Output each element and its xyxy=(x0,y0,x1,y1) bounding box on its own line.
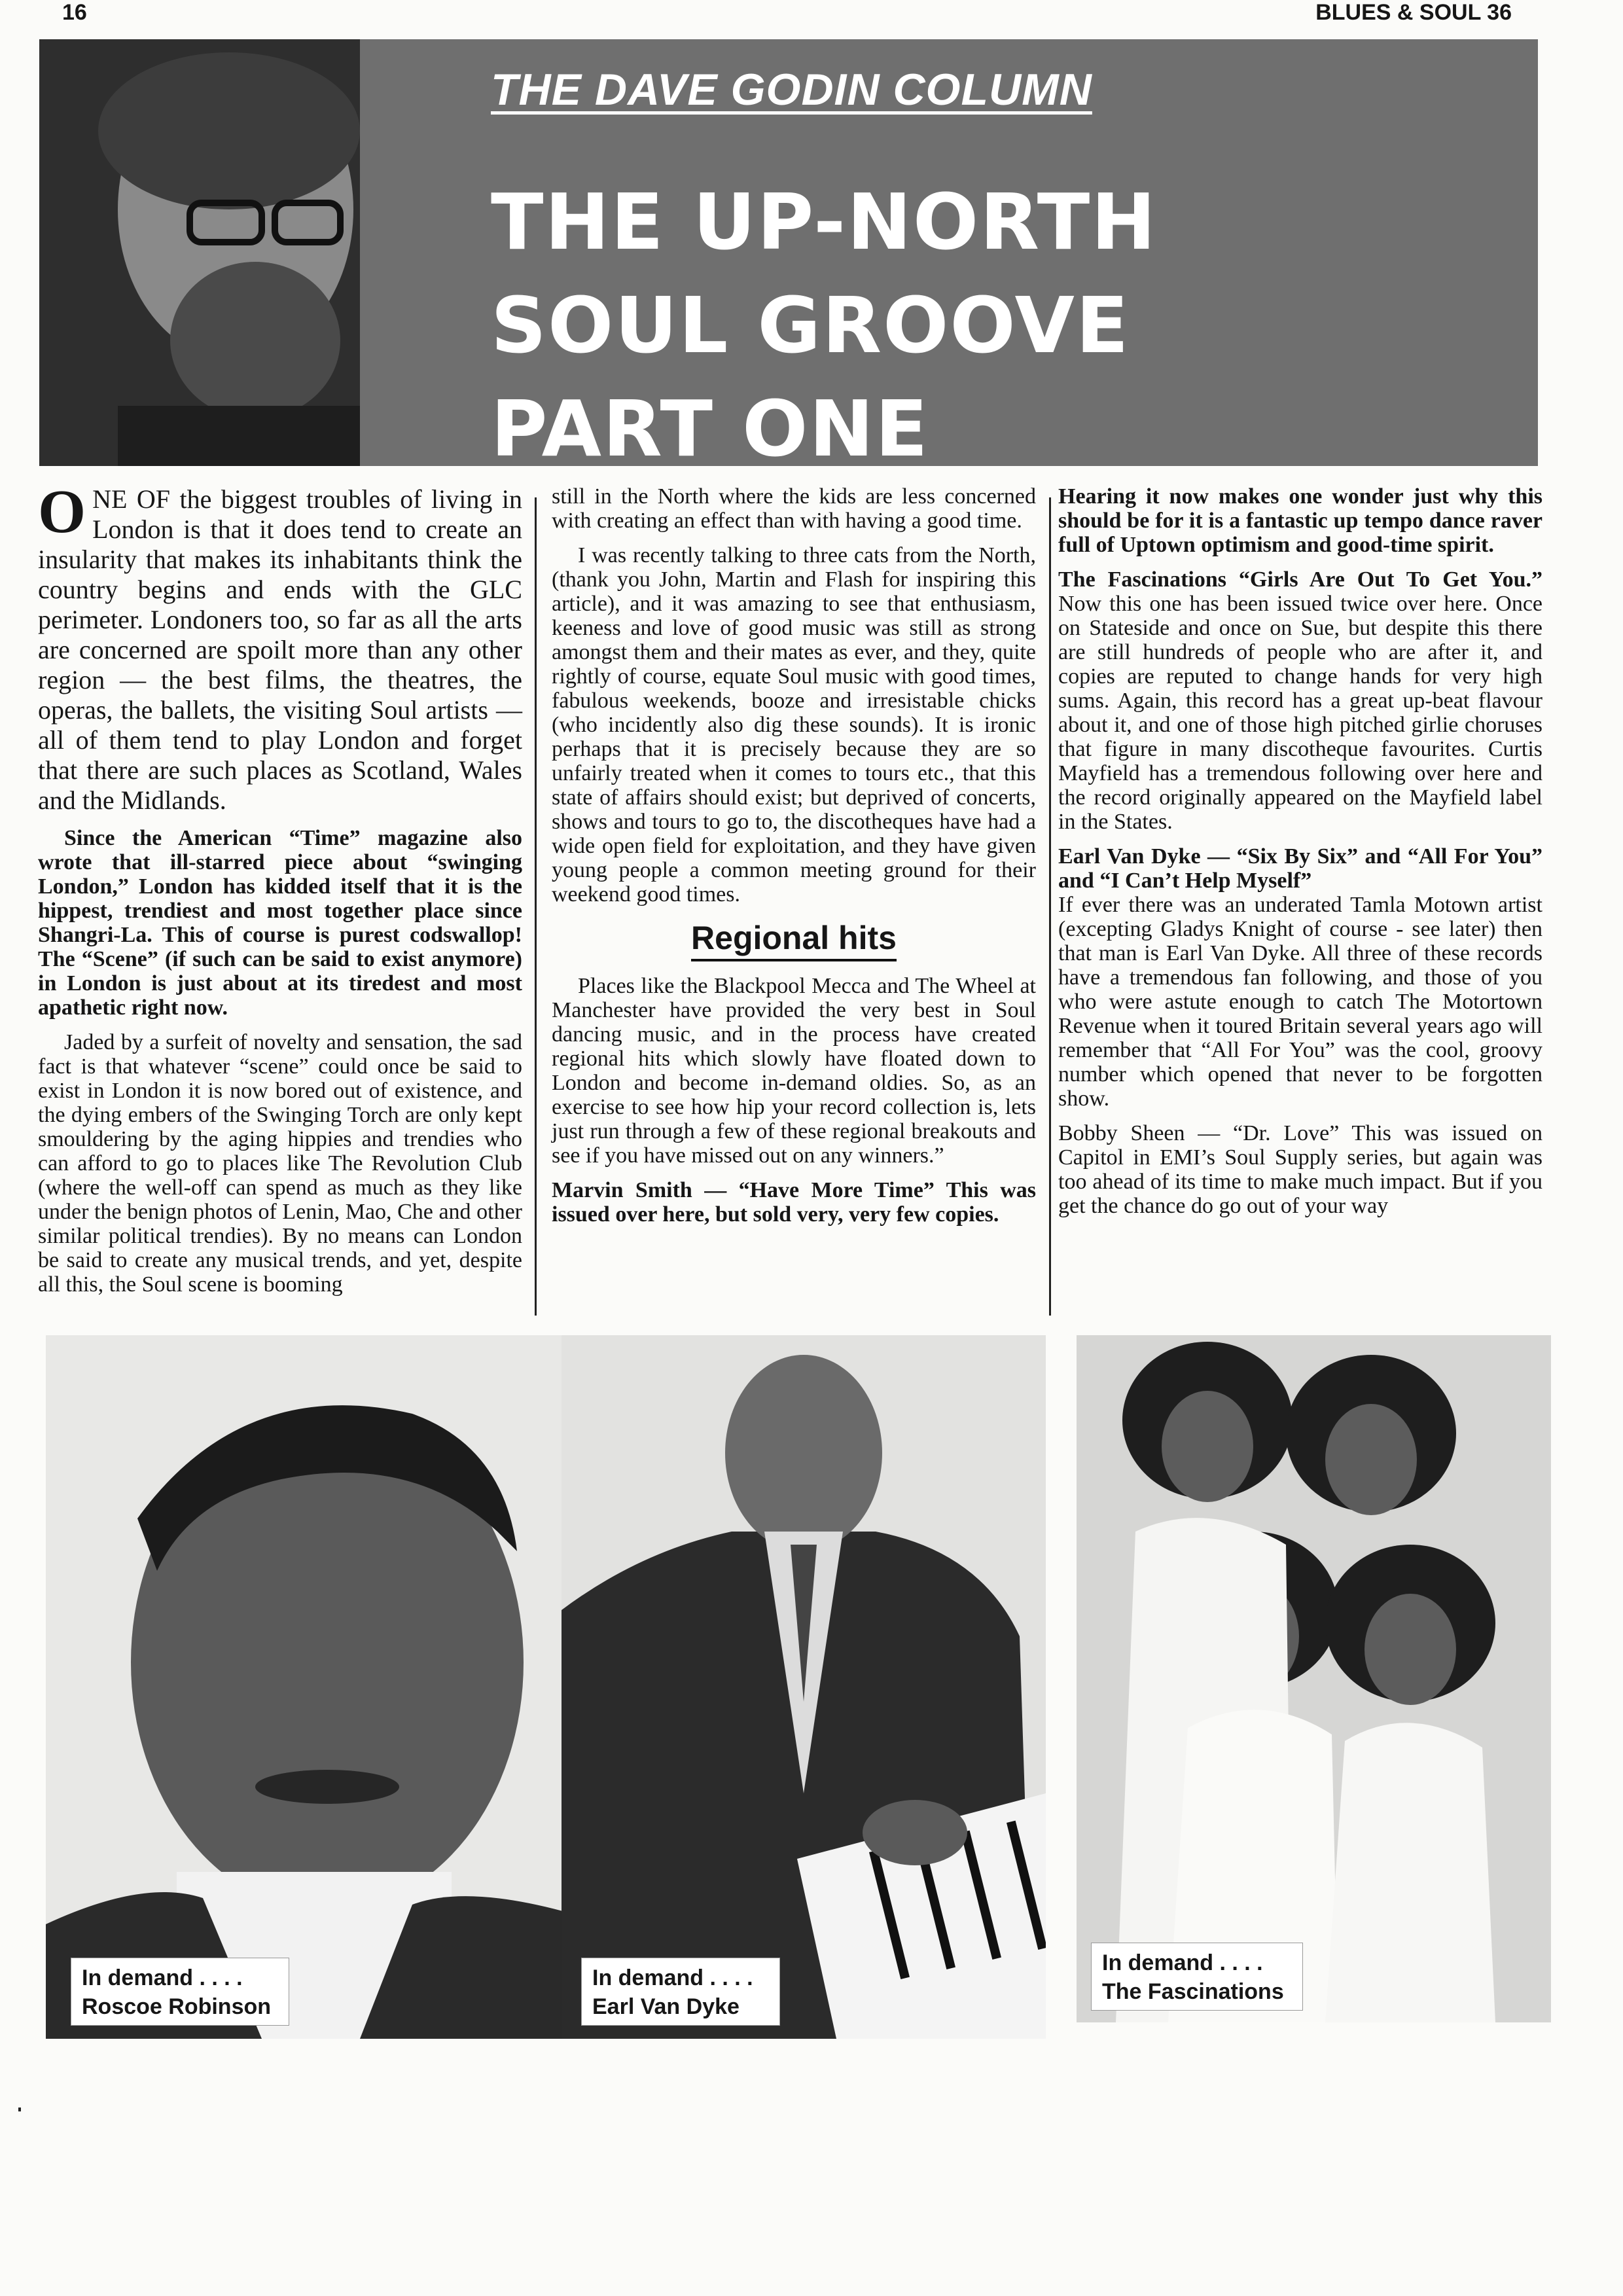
photo-caption: In demand . . . . The Fascinations xyxy=(1091,1943,1303,2011)
article-column-2 xyxy=(552,484,1036,1237)
author-portrait xyxy=(39,39,360,466)
record-title: The Fascinations “Girls Are Out To Get You.” xyxy=(1058,567,1543,592)
headline-line-3: PART ONE xyxy=(491,384,929,474)
headline-line-2: SOUL GROOVE xyxy=(491,280,1130,370)
drop-cap: O xyxy=(38,478,86,546)
headline xyxy=(491,170,1157,480)
record-entry: Bobby Sheen — “Dr. Love” This was issued on Capitol in EMI’s Soul Supply series, but again was too ahead of its time to make much impact. But if you get the chance do go out of your way xyxy=(1058,1121,1543,1218)
subheading: Regional hits xyxy=(552,926,1036,950)
record-title: Earl Van Dyke — “Six By Six” and “All For You” and “I Can’t Help Myself” xyxy=(1058,844,1543,893)
paragraph: Places like the Blackpool Mecca and The Wheel at Manchester have provided the very best in Soul dancing music, and in the process have created regional hits which slowly have floated down to London and become in-demand oldies. So, as an exercise to see how hip your record collection is, lets just run through a few of these regional breakouts and see if you have missed out on any winners.” xyxy=(552,974,1036,1168)
article-column-1 xyxy=(38,478,522,1307)
record-entry xyxy=(1058,844,1543,1111)
page-number: 16 xyxy=(62,0,87,25)
photo-caption: In demand . . . . Roscoe Robinson xyxy=(71,1958,289,2026)
photo-the-fascinations xyxy=(1077,1335,1551,2022)
banner-text xyxy=(452,39,1538,474)
paragraph: Since the American “Time” magazine also wrote that ill-starred piece about “swinging London,” London has kidded itself that it is the hippest, trendiest and most together place since Shangri-La. This of course is purest codswallop! The “Scene” (if such can be said to exist anymore) in London is just about at its tiredest and most apathetic right now. xyxy=(38,826,522,1020)
margin-mark xyxy=(18,2108,21,2111)
record-entry: Marvin Smith — “Have More Time” This was issued over here, but sold very, very few copies. xyxy=(552,1178,1036,1227)
paragraph: still in the North where the kids are less concerned with creating an effect than with having a good time. xyxy=(552,484,1036,533)
opening-text: NE OF the biggest troubles of living in London is that it does tend to create an insularity that makes its inhabitants think the country begins and ends with the GLC perimeter. Londoners too, so far as all the arts are concerned are spoilt more than any other region — the best films, the theatres, the operas, the ballets, the visiting Soul artists — all of them tend to play London and forget that there are such places as Scotland, Wales and the Midlands. xyxy=(38,484,522,815)
magazine-title: BLUES & SOUL 36 xyxy=(1315,0,1512,25)
opening-paragraph xyxy=(38,478,522,816)
column-name: THE DAVE GODIN COLUMN xyxy=(491,65,1092,115)
photo-caption: In demand . . . . Earl Van Dyke xyxy=(581,1958,780,2026)
column-divider xyxy=(1049,497,1051,1316)
article-column-3 xyxy=(1058,484,1543,1229)
record-text: If ever there was an underated Tamla Motown artist (excepting Gladys Knight of course - see later) then that man is Earl Van Dyke. All three of these records have a tremendous fan following, and those of you who were astute enough to catch The Motortown Revenue when it toured Britain several years ago will remember that “All For You” was the cool, groovy number which opened that never to be forgotten show. xyxy=(1058,893,1543,1111)
headline-line-1: THE UP-NORTH xyxy=(491,177,1158,267)
photo-earl-van-dyke xyxy=(562,1335,1046,2039)
record-text: Now this one has been issued twice over here. Once on Stateside and once on Sue, but despite this there are still hundreds of people who are after it, and copies are reputed to change hands for very high sums. Again, this record has a great up-beat flavour about it, and one of those high pitched girlie choruses that figure in many discotheque favourites. Curtis Mayfield has a tremendous following over here and the record originally appeared on the Mayfield label in the States. xyxy=(1058,592,1543,834)
column-banner xyxy=(39,39,1538,474)
paragraph: I was recently talking to three cats from the North, (thank you John, Martin and Flash for inspiring this article), and it was amazing to see that enthusiasm, keeness and love of good music was still as strong amongst them and their mates as ever, and they, quite rightly of course, equate Soul music with good times, fabulous weekends, booze and irresistable chicks (who incidently also dig these sounds). It is ironic perhaps that it is precisely because they are so unfairly treated when it comes to tours etc., that this state of affairs should exist; but deprived of concerts, shows and tours to go to, the discotheques have had a wide open field for exploitation, and they have given young people a common meeting ground for their weekend good times. xyxy=(552,543,1036,906)
paragraph: Jaded by a surfeit of novelty and sensation, the sad fact is that whatever “scene” could once be said to exist in London it is now bored out of existence, and the dying embers of the Swinging Torch are only kept smouldering by the aging hippies and trendies who can afford to go to places like The Revolution Club (where the well-off can spend as much as they like under the benign photos of Lenin, Mao, Che and other similar political trendies). By no means can London be said to create any musical trends, and yet, despite all this, the Soul scene is booming xyxy=(38,1030,522,1297)
paragraph: Hearing it now makes one wonder just why this should be for it is a fantastic up tempo dance raver full of Uptown optimism and good-time spirit. xyxy=(1058,484,1543,557)
column-divider xyxy=(535,497,537,1316)
photo-roscoe-robinson xyxy=(46,1335,563,2039)
record-entry xyxy=(1058,567,1543,834)
